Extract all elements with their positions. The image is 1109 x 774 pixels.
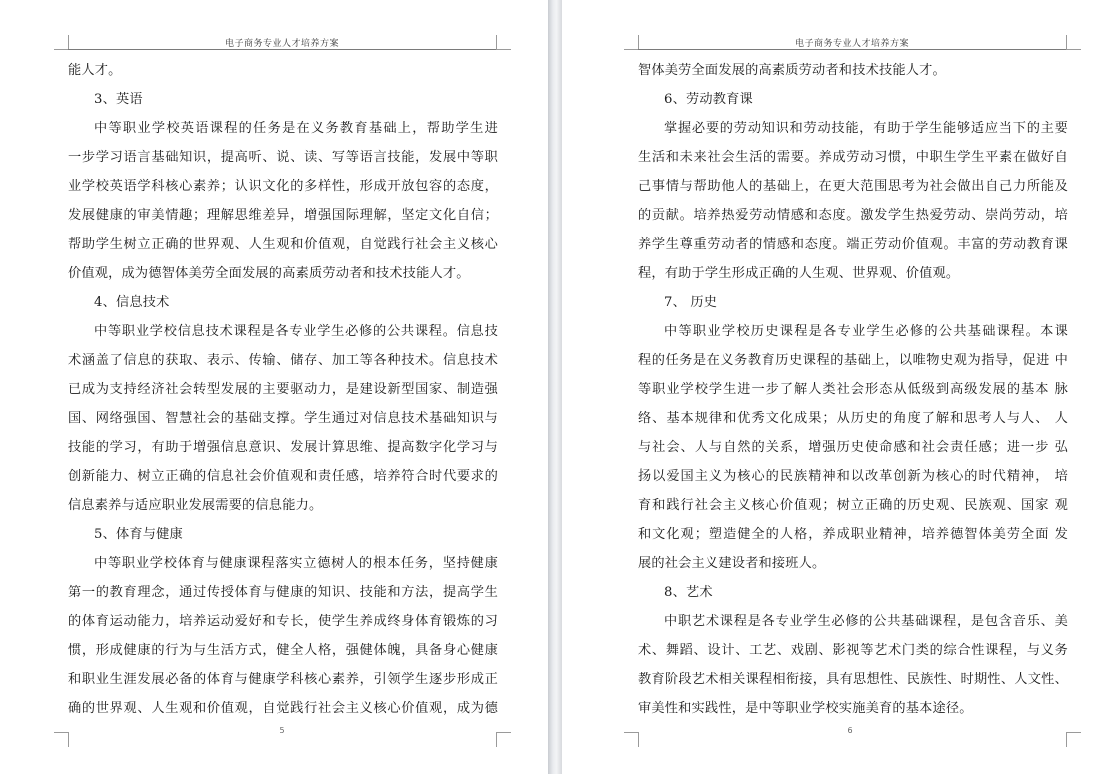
text-line: 信息素养与适应职业发展需要的信息能力。 — [68, 498, 323, 513]
text-line: 帮助学生树立正确的世界观、人生观和价值观，自觉践行社会主义核心 — [68, 237, 498, 252]
text-line: 中等职业学校信息技术课程是各专业学生必修的公共课程。信息技 — [94, 324, 498, 339]
section-heading: 6、劳动教育课 — [664, 92, 753, 107]
section-heading: 7、 历史 — [664, 295, 718, 310]
text-line: 程，有助于学生形成正确的人生观、世界观、价值观。 — [638, 266, 960, 281]
text-line: 络、基本规律和优秀文化成果；从历史的角度了解和思考人与人、 人 — [638, 411, 1068, 426]
text-line: 能人才。 — [68, 63, 122, 78]
page-number: 5 — [279, 726, 285, 735]
page-header: 电子商务专业人才培养方案 — [794, 39, 909, 49]
section-heading: 4、信息技术 — [94, 295, 170, 310]
crop-mark-top-left — [54, 35, 69, 50]
text-line: 惯，形成健康的行为与生活方式，健全人格，强健体魄，具备身心健康 — [68, 643, 498, 658]
text-line: 术、舞蹈、设计、工艺、戏剧、影视等艺术门类的综合性课程，与义务 — [638, 643, 1068, 658]
text-line: 中职艺术课程是各专业学生必修的公共基础课程，是包含音乐、美 — [664, 614, 1068, 629]
text-line: 已成为支持经济社会转型发展的主要驱动力，是建设新型国家、制造强 — [68, 382, 498, 397]
header-rule — [638, 49, 1066, 50]
crop-mark-top-right — [496, 35, 511, 50]
text-line: 中等职业学校历史课程是各专业学生必修的公共基础课程。本课 — [664, 324, 1068, 339]
crop-mark-bottom-right — [1066, 732, 1081, 747]
text-line: 业学校英语学科核心素养；认识文化的多样性，形成开放包容的态度， — [68, 179, 498, 194]
text-line: 确的世界观、人生观和价值观，自觉践行社会主义核心价值观，成为德 — [68, 701, 498, 716]
text-line: 展的社会主义建设者和接班人。 — [638, 556, 826, 571]
text-line: 中等职业学校英语课程的任务是在义务教育基础上，帮助学生进 — [94, 121, 498, 136]
text-line: 国、网络强国、智慧社会的基础支撑。学生通过对信息技术基础知识与 — [68, 411, 498, 426]
text-line: 审美性和实践性，是中等职业学校实施美育的基本途径。 — [638, 701, 973, 716]
crop-mark-top-left — [624, 35, 639, 50]
page-number: 6 — [847, 726, 853, 735]
text-line: 教育阶段艺术相关课程相衔接，具有思想性、民族性、时期性、人文性、 — [638, 672, 1068, 687]
section-heading: 8、艺术 — [664, 585, 713, 600]
text-line: 生活和未来社会生活的需要。养成劳动习惯，中职生学生平素在做好自 — [638, 150, 1068, 165]
text-line: 育和践行社会主义核心价值观；树立正确的历史观、民族观、国家 观 — [638, 498, 1068, 513]
text-line: 中等职业学校体育与健康课程落实立德树人的根本任务，坚持健康 — [94, 556, 498, 571]
text-line: 第一的教育理念，通过传授体育与健康的知识、技能和方法，提高学生 — [68, 585, 498, 600]
crop-mark-bottom-left — [54, 732, 69, 747]
text-line: 掌握必要的劳动知识和劳动技能，有助于学生能够适应当下的主要 — [664, 121, 1068, 136]
text-line: 己事情与帮助他人的基础上，在更大范围思考为社会做出自己力所能及 — [638, 179, 1068, 194]
text-line: 与社会、人与自然的关系，增强历史使命感和社会责任感；进一步 弘 — [638, 440, 1068, 455]
page-header: 电子商务专业人才培养方案 — [224, 39, 339, 49]
text-line: 发展健康的审美情趣；理解思维差异，增强国际理解，坚定文化自信； — [68, 208, 498, 223]
text-line: 的体育运动能力，培养运动爱好和专长，使学生养成终身体育锻炼的习 — [68, 614, 498, 629]
section-heading: 3、英语 — [94, 92, 143, 107]
text-line: 一步学习语言基础知识，提高听、说、读、写等语言技能，发展中等职 — [68, 150, 498, 165]
text-line: 程的任务是在义务教育历史课程的基础上，以唯物史观为指导，促进 中 — [638, 353, 1068, 368]
document-page-5 — [0, 0, 548, 774]
crop-mark-bottom-right — [496, 732, 511, 747]
text-line: 的贡献。培养热爱劳动情感和态度。激发学生热爱劳动、崇尚劳动，培 — [638, 208, 1068, 223]
text-line: 价值观，成为德智体美劳全面发展的高素质劳动者和技术技能人才。 — [68, 266, 470, 281]
page-body-text[interactable] — [638, 56, 1068, 723]
text-line: 和文化观；塑造健全的人格，养成职业精神，培养德智体美劳全面 发 — [638, 527, 1068, 542]
crop-mark-top-right — [1066, 35, 1081, 50]
page-gutter — [548, 0, 562, 774]
document-page-6 — [562, 0, 1109, 774]
crop-mark-bottom-left — [624, 732, 639, 747]
text-line: 智体美劳全面发展的高素质劳动者和技术技能人才。 — [638, 63, 946, 78]
text-line: 技能的学习，有助于增强信息意识、发展计算思维、提高数字化学习与 — [68, 440, 498, 455]
page-body-text[interactable] — [68, 56, 498, 723]
text-line: 创新能力、树立正确的信息社会价值观和责任感，培养符合时代要求的 — [68, 469, 498, 484]
text-line: 等职业学校学生进一步了解人类社会形态从低级到高级发展的基本 脉 — [638, 382, 1068, 397]
text-line: 术涵盖了信息的获取、表示、传输、储存、加工等各种技术。信息技术 — [68, 353, 498, 368]
text-line: 扬以爱国主义为核心的民族精神和以改革创新为核心的时代精神， 培 — [638, 469, 1068, 484]
header-rule — [68, 49, 496, 50]
text-line: 和职业生涯发展必备的体育与健康学科核心素养，引领学生逐步形成正 — [68, 672, 498, 687]
section-heading: 5、体育与健康 — [94, 527, 183, 542]
text-line: 养学生尊重劳动者的情感和态度。端正劳动价值观。丰富的劳动教育课 — [638, 237, 1068, 252]
